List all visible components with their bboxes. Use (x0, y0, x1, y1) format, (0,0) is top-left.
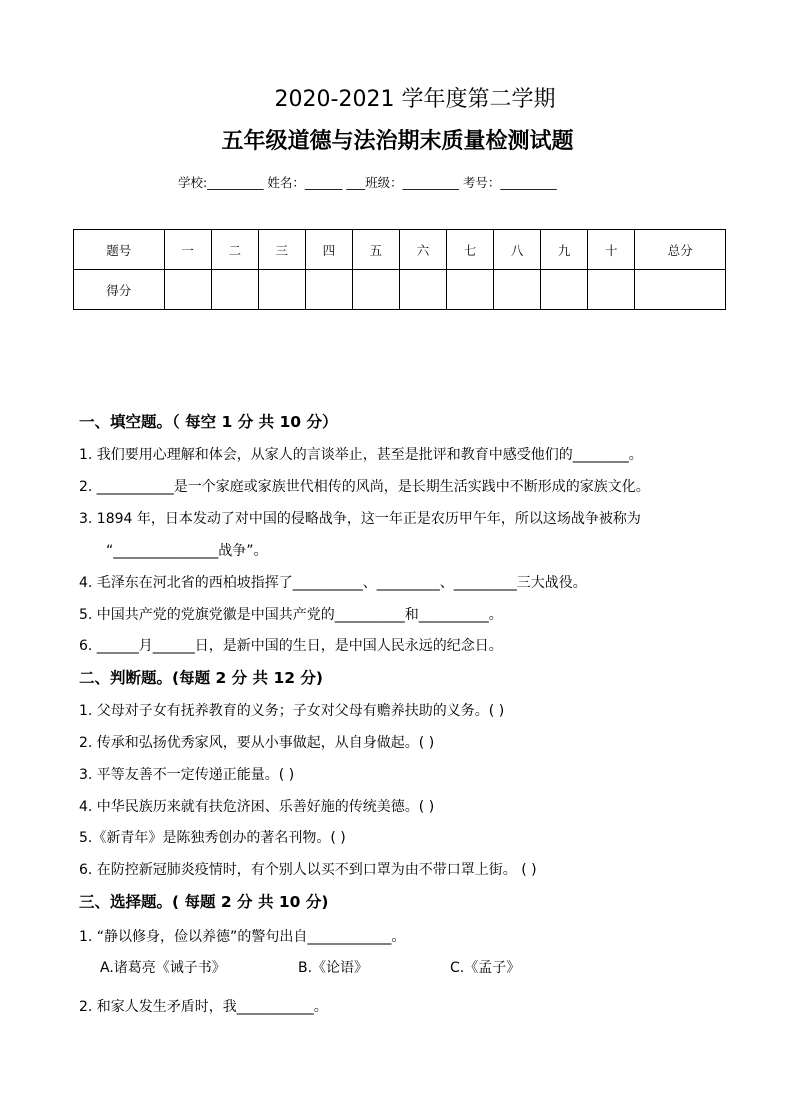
section1-heading: 一、填空题。（ 每空 1 分 共 10 分） (79, 413, 338, 431)
section3-question-1-option-b: B.《论语》 (298, 960, 369, 976)
score-input-cell[interactable] (258, 270, 305, 310)
score-input-cell[interactable] (305, 270, 352, 310)
score-input-cell[interactable] (211, 270, 258, 310)
section2-question-1: 1. 父母对子女有抚养教育的义务；子女对父母有赡养扶助的义务。( ) (79, 703, 505, 719)
score-cell-label: 题号 (74, 230, 165, 270)
score-table (73, 229, 726, 310)
score-cell: 一 (164, 230, 211, 270)
score-input-cell[interactable] (494, 270, 541, 310)
section2-question-5: 5.《新青年》是陈独秀创办的著名刊物。( ) (79, 830, 346, 846)
score-row-label: 得分 (74, 270, 165, 310)
section2-question-6: 6. 在防控新冠肺炎疫情时，有个别人以买不到口罩为由不带口罩上街。 ( ) (79, 862, 537, 878)
section1-question-3: 3. 1894 年，日本发动了对中国的侵略战争，这一年正是农历甲午年，所以这场战争被称为 (79, 511, 641, 527)
section3-question-2: 2. 和家人发生矛盾时，我___________。 (79, 999, 328, 1015)
score-table-score-row (74, 270, 726, 310)
score-input-cell[interactable] (352, 270, 399, 310)
score-cell-total: 总分 (635, 230, 726, 270)
section3-question-1-option-c: C.《孟子》 (450, 960, 521, 976)
score-cell: 八 (494, 230, 541, 270)
score-input-cell[interactable] (399, 270, 446, 310)
section3-question-1-option-a: A.诸葛亮《诫子书》 (100, 960, 226, 976)
section1-question-4: 4. 毛泽东在河北省的西柏坡指挥了__________、_________、_________三大战役。 (79, 575, 587, 591)
student-info-line: 学校:_________ 姓名：______ ___班级：_________ 考号：_________ (178, 175, 557, 190)
section1-question-3-continuation: “_______________战争”。 (106, 543, 268, 559)
score-cell: 九 (541, 230, 588, 270)
score-cell: 五 (352, 230, 399, 270)
score-input-cell[interactable] (635, 270, 726, 310)
score-cell: 三 (258, 230, 305, 270)
section1-question-2: 2. ___________是一个家庭或家族世代相传的风尚，是长期生活实践中不断形成的家族文化。 (79, 479, 650, 495)
exam-title-line2: 五年级道德与法治期末质量检测试题 (221, 129, 574, 154)
section1-question-1: 1. 我们要用心理解和体会，从家人的言谈举止，甚至是批评和教育中感受他们的________。 (79, 447, 643, 463)
section2-question-4: 4. 中华民族历来就有扶危济困、乐善好施的传统美德。( ) (79, 799, 435, 815)
score-table-header-row (74, 230, 726, 270)
section1-question-6: 6. ______月______日，是新中国的生日，是中国人民永远的纪念日。 (79, 638, 503, 654)
score-cell: 二 (211, 230, 258, 270)
score-input-cell[interactable] (164, 270, 211, 310)
score-cell: 十 (588, 230, 635, 270)
exam-title-line1: 2020-2021 学年度第二学期 (274, 87, 556, 112)
score-input-cell[interactable] (588, 270, 635, 310)
score-cell: 七 (446, 230, 493, 270)
section3-question-1: 1. “静以修身，俭以养德”的警句出自____________。 (79, 929, 406, 945)
score-cell: 六 (399, 230, 446, 270)
score-input-cell[interactable] (446, 270, 493, 310)
section1-question-5: 5. 中国共产党的党旗党徽是中国共产党的__________和__________。 (79, 607, 503, 623)
section2-heading: 二、判断题。(每题 2 分 共 12 分) (79, 669, 324, 687)
score-cell: 四 (305, 230, 352, 270)
section3-heading: 三、选择题。( 每题 2 分 共 10 分) (79, 893, 329, 911)
score-input-cell[interactable] (541, 270, 588, 310)
section2-question-2: 2. 传承和弘扬优秀家风，要从小事做起，从自身做起。( ) (79, 735, 435, 751)
section2-question-3: 3. 平等友善不一定传递正能量。( ) (79, 767, 295, 783)
